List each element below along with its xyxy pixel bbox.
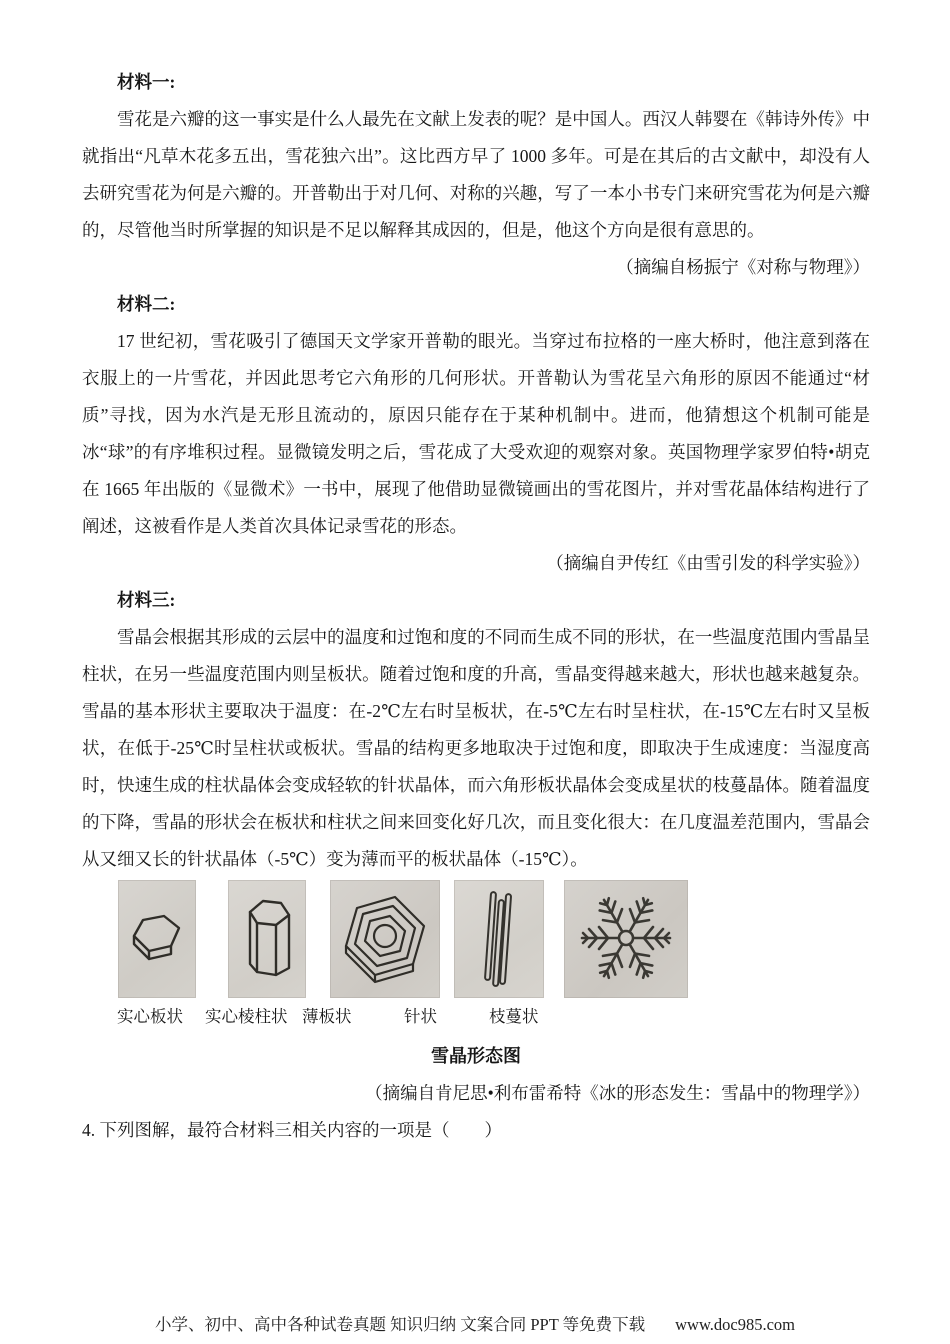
photo-dendrite: [564, 880, 688, 998]
footer-text: 小学、初中、高中各种试卷真题 知识归纳 文案合同 PPT 等免费下载: [154, 1315, 646, 1334]
photo-solid-plate: [118, 880, 196, 998]
figure-caption: 雪晶形态图: [431, 1046, 521, 1066]
solid-prism-icon: [228, 880, 306, 998]
material-3-attribution: （摘编自肯尼思•利布雷希特《冰的形态发生：雪晶中的物理学》）: [365, 1083, 870, 1103]
material-3-body: 雪晶会根据其形成的云层中的温度和过饱和度的不同而生成不同的形状，在一些温度范围内雪晶呈柱状，在另一些温度范围内则呈板状。随着过饱和度的升高，雪晶变得越来越大，形状也越来越复杂。雪晶的基本形状主要取决于温度：在-2℃左右时呈板状，在-5℃左右时呈柱状，在-15℃左右时又呈板状，在低于-25℃时呈柱状或板状。雪晶的结构更多地取决于过饱和度，即取决于生成速度：当湿度高时，快速生成的柱状晶体会变成轻软的针状晶体，而六角形板状晶体会变成星状的枝蔓晶体。随着温度的下降，雪晶的形状会在板状和柱状之间来回变化好几次，而且变化很大：在几度温差范围内，雪晶会从又细又长的针状晶体（-5℃）变为薄而平的板状晶体（-15℃）。: [82, 627, 870, 869]
material-1-attribution: （摘编自杨振宁《对称与物理》）: [616, 257, 870, 277]
document-content: [82, 64, 870, 1167]
dendrite-icon: [564, 880, 688, 998]
thin-plate-icon: [331, 880, 439, 998]
figure-label-solid-plate: 实心板状: [117, 1007, 183, 1026]
question-4: 4. 下列图解，最符合材料三相关内容的一项是（ ）: [82, 1120, 502, 1140]
material-2-heading: 材料二:: [117, 294, 176, 314]
photo-solid-prism: [228, 880, 306, 998]
material-2-attribution: （摘编自尹传红《由雪引发的科学实验》）: [546, 553, 870, 573]
footer-site-url: www.doc985.com: [675, 1315, 796, 1334]
crystal-figure-row: [82, 880, 870, 1034]
figure-label-dendrite: 枝蔓状: [489, 1007, 539, 1026]
solid-plate-icon: [118, 880, 196, 998]
material-1-heading: 材料一:: [117, 72, 176, 92]
figure-label-solid-prism: 实心棱柱状: [205, 1007, 288, 1026]
photo-thin-plate: [330, 880, 440, 998]
figure-label-needles: 针状: [404, 1007, 437, 1026]
needle-icon: [454, 880, 544, 998]
photo-needles: [454, 880, 544, 998]
figure-label-thin-plate: 薄板状: [302, 1007, 352, 1026]
footer: [0, 1311, 950, 1335]
material-1-body: 雪花是六瓣的这一事实是什么人最先在文献上发表的呢？是中国人。西汉人韩婴在《韩诗外传》中就指出“凡草木花多五出，雪花独六出”。这比西方早了 1000 多年。可是在其后的古文献中，却没有人去研究雪花为何是六瓣的。开普勒出于对几何、对称的兴趣，写了一本小书专门来研究雪花为何是六瓣的，尽管他当时所掌握的知识是不足以解释其成因的，但是，他这个方向是很有意思的。: [82, 109, 870, 240]
material-3-heading: 材料三:: [117, 590, 176, 610]
material-2-body: 17 世纪初，雪花吸引了德国天文学家开普勒的眼光。当穿过布拉格的一座大桥时，他注意到落在衣服上的一片雪花，并因此思考它六角形的几何形状。开普勒认为雪花呈六角形的原因不能通过“材质”寻找，因为水汽是无形且流动的，原因只能存在于某种机制中。进而，他猜想这个机制可能是冰“球”的有序堆积过程。显微镜发明之后，雪花成了大受欢迎的观察对象。英国物理学家罗伯特•胡克在 1665 年出版的《显微术》一书中，展现了他借助显微镜画出的雪花图片，并对雪花晶体结构进行了阐述，这被看作是人类首次具体记录雪花的形态。: [82, 331, 870, 536]
